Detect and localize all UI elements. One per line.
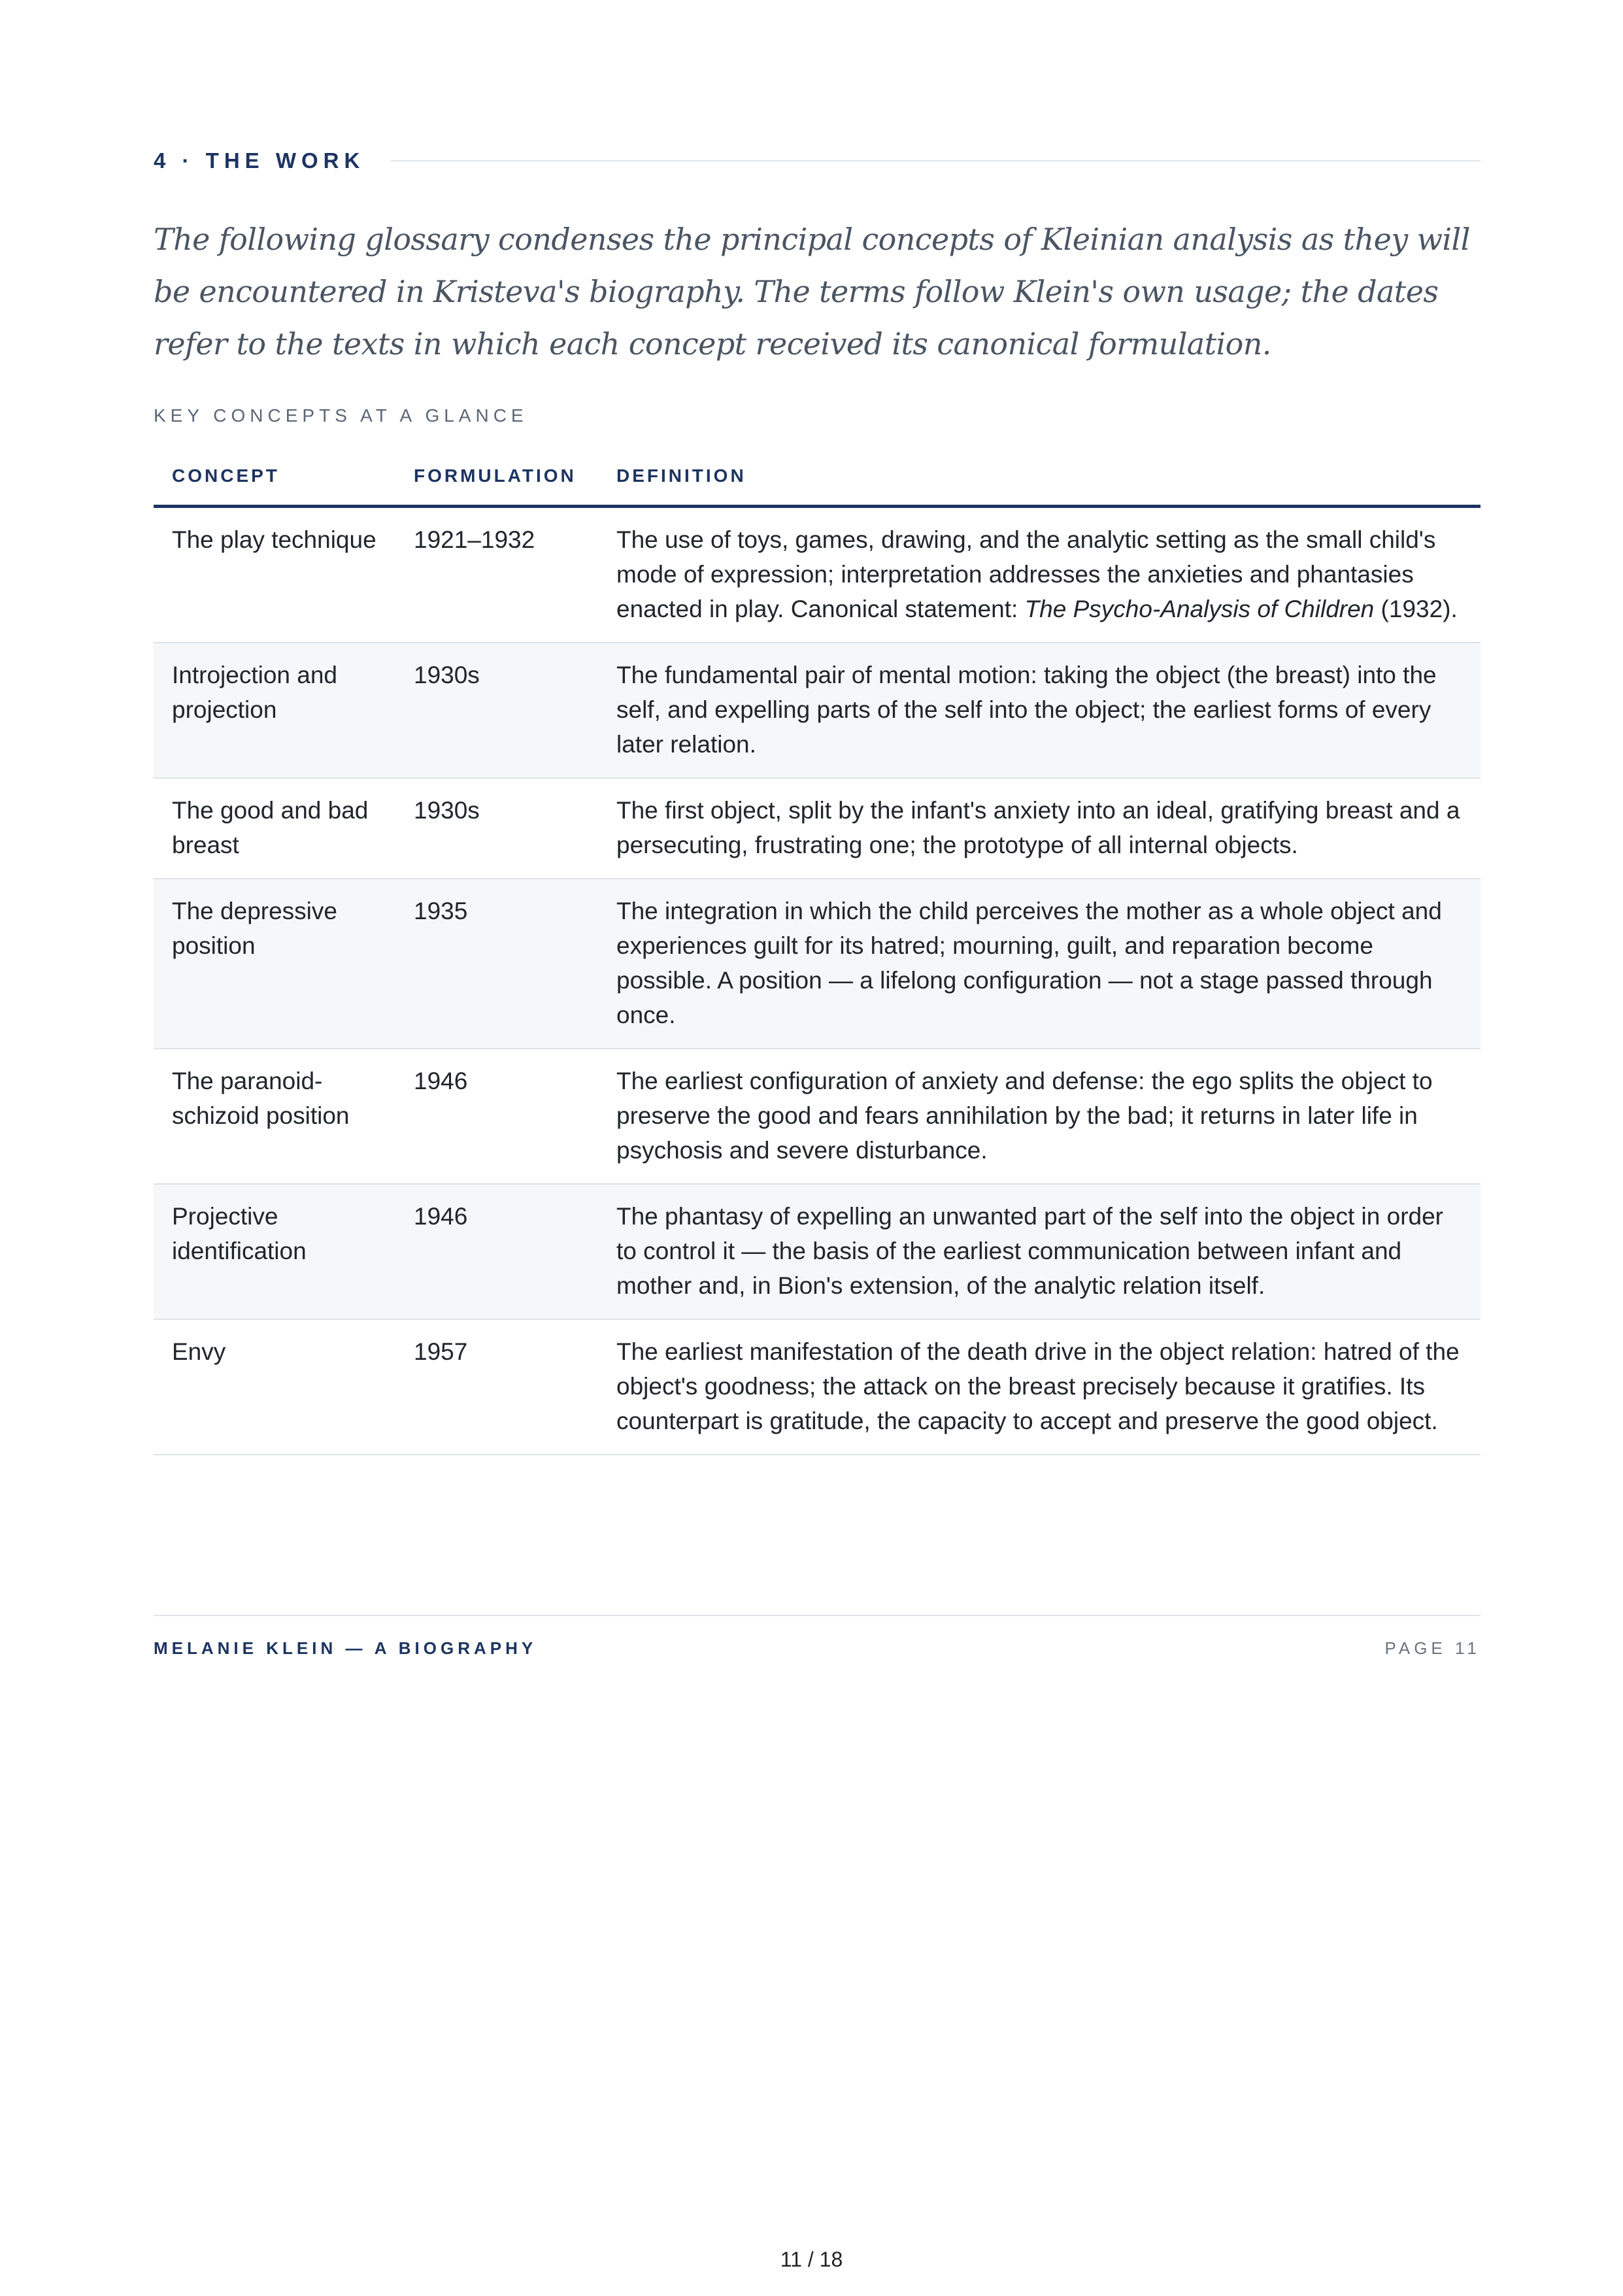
table-header-row — [154, 450, 1481, 507]
definition-text: The use of toys, games, drawing, and the analytic setting as the small child's mode of expression; interpretation addresses the anxieties and phantasies enacted in play. Canonical statement: — [616, 526, 1436, 622]
formulation-cell: 1930s — [395, 643, 598, 778]
definition-cell: The fundamental pair of mental motion: taking the object (the breast) into the self, and expelling parts of the self into the object; the earliest forms of every later relation. — [598, 643, 1481, 778]
table-row — [154, 778, 1481, 879]
table-row — [154, 1049, 1481, 1184]
running-title: MELANIE KLEIN — A BIOGRAPHY — [154, 1638, 537, 1658]
definition-cell: The integration in which the child perceives the mother as a whole object and experiences guilt for its hatred; mourning, guilt, and reparation become possible. A position — a lifelong configuration — not a stage passed through once. — [598, 879, 1481, 1049]
page-counter: 11 / 18 — [780, 2248, 843, 2271]
definition-cell — [598, 507, 1481, 643]
definition-cell: The earliest manifestation of the death drive in the object relation: hatred of the object's goodness; the attack on the breast precisely because it gratifies. Its counterpart is gratitude, the capacity to accept and preserve the good object. — [598, 1319, 1481, 1455]
glossary-table — [154, 450, 1481, 1455]
formulation-cell: 1921–1932 — [395, 507, 598, 643]
concept-cell: The good and bad breast — [154, 778, 395, 879]
table-row — [154, 643, 1481, 778]
footer-divider — [154, 1615, 1481, 1616]
section-divider — [391, 160, 1481, 161]
intro-paragraph: The following glossary condenses the principal concepts of Kleinian analysis as they will be encountered in Kristeva's biography. The terms follow Klein's own usage; the dates refer to the texts in which each concept received its canonical formulation. — [154, 222, 1470, 362]
column-header-concept: CONCEPT — [154, 450, 395, 507]
formulation-cell: 1946 — [395, 1049, 598, 1184]
formulation-cell: 1946 — [395, 1184, 598, 1319]
column-header-formulation: FORMULATION — [395, 450, 598, 507]
cited-work-title: The Psycho-Analysis of Children — [1024, 596, 1375, 622]
concept-cell: The paranoid-schizoid position — [154, 1049, 395, 1184]
definition-cell: The earliest configuration of anxiety and defense: the ego splits the object to preserve the good and fears annihilation by the bad; it returns in later life in psychosis and severe disturbance. — [598, 1049, 1481, 1184]
formulation-cell: 1957 — [395, 1319, 598, 1455]
formulation-cell: 1930s — [395, 778, 598, 879]
table-row — [154, 1184, 1481, 1319]
concept-cell: Projective identification — [154, 1184, 395, 1319]
page-number-label: PAGE 11 — [1384, 1638, 1481, 1658]
concept-cell: The depressive position — [154, 879, 395, 1049]
definition-cell: The first object, split by the infant's anxiety into an ideal, gratifying breast and a persecuting, frustrating one; the prototype of all internal objects. — [598, 778, 1481, 879]
concept-cell: Introjection and projection — [154, 643, 395, 778]
table-row — [154, 507, 1481, 643]
column-header-definition: DEFINITION — [598, 450, 1481, 507]
concept-cell: Envy — [154, 1319, 395, 1455]
table-row — [154, 1319, 1481, 1455]
concept-cell: The play technique — [154, 507, 395, 643]
definition-cell: The phantasy of expelling an unwanted part of the self into the object in order to control it — the basis of the earliest communication between infant and mother and, in Bion's extension, of the analytic relation itself. — [598, 1184, 1481, 1319]
section-label: 4 · THE WORK — [154, 148, 365, 173]
formulation-cell: 1935 — [395, 879, 598, 1049]
definition-text-end: (1932). — [1374, 596, 1458, 622]
table-caption: KEY CONCEPTS AT A GLANCE — [154, 405, 528, 426]
table-row — [154, 879, 1481, 1049]
section-header — [154, 148, 1481, 174]
